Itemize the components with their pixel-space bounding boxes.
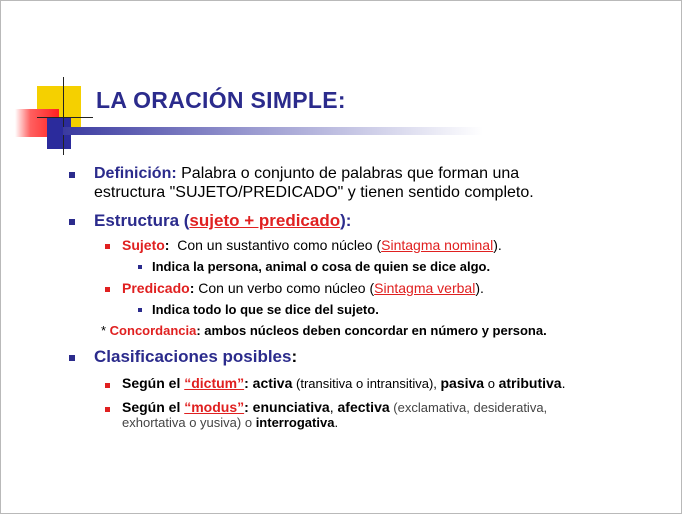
modus-period: . (334, 415, 339, 430)
concordancia-label: Concordancia (109, 323, 197, 338)
definicion-text-1: Palabra o conjunto de palabras que forman una (181, 165, 520, 182)
sujeto-sub-text: Indica la persona, animal o cosa de quien se dice algo. (152, 259, 491, 274)
predicado-text: Con un verbo como núcleo ( (194, 280, 375, 296)
predicado-line (122, 280, 484, 296)
bullet-clasificaciones (69, 355, 75, 361)
deco-horizontal-line (37, 117, 93, 118)
clasificaciones-label: Clasificaciones posibles (94, 347, 292, 366)
dictum-period: . (561, 375, 566, 391)
predicado-label: Predicado (122, 280, 190, 296)
definicion-line-2 (94, 184, 534, 202)
clasificaciones-colon: : (291, 347, 298, 366)
clasificaciones-line (94, 347, 297, 367)
modus-pre: Según el (122, 399, 185, 415)
slide-title: LA ORACIÓN SIMPLE: (96, 87, 346, 113)
dictum-pasiva: pasiva (440, 375, 485, 391)
sujeto-end: ). (493, 237, 502, 253)
bullet-definicion (69, 172, 75, 178)
sintagma-nominal-link[interactable]: Sintagma nominal (381, 237, 494, 253)
modus-enunciativa: enunciativa (248, 399, 330, 415)
modus-exhortativa: exhortativa o yusiva) o (122, 415, 256, 430)
predicado-sub-line (152, 302, 379, 317)
sintagma-verbal-link[interactable]: Sintagma verbal (374, 280, 476, 296)
definicion-text-2: estructura "SUJETO/PREDICADO" y tienen sentido completo. (94, 184, 534, 201)
modus-colon: : (244, 399, 249, 415)
title-underline (63, 127, 483, 135)
modus-interrogativa: interrogativa (255, 415, 335, 430)
bullet-sujeto-sub (138, 265, 142, 269)
dictum-activa: activa (248, 375, 293, 391)
concordancia-star: * (101, 323, 110, 338)
estructura-open: ( (179, 211, 190, 230)
estructura-label: Estructura (94, 211, 180, 230)
modus-line-1 (122, 399, 547, 415)
bullet-modus (105, 407, 110, 412)
estructura-close: ): (340, 211, 352, 230)
modus-comma: , (329, 399, 338, 415)
dictum-line (122, 375, 565, 391)
estructura-line (94, 211, 351, 231)
sujeto-line (122, 237, 502, 253)
bullet-sujeto (105, 244, 110, 249)
bullet-dictum (105, 383, 110, 388)
modus-link[interactable]: “modus” (184, 399, 245, 415)
bullet-predicado (105, 287, 110, 292)
dictum-atributiva: atributiva (498, 375, 562, 391)
deco-vertical-line (63, 77, 64, 155)
estructura-link[interactable]: sujeto + predicado (189, 211, 341, 230)
bullet-estructura (69, 219, 75, 225)
dictum-pre: Según el (122, 375, 185, 391)
predicado-sub-text: Indica todo lo que se dice del sujeto. (152, 302, 379, 317)
dictum-o: o (484, 376, 499, 391)
definicion-line-1 (94, 165, 519, 183)
dictum-transitiva: (transitiva o intransitiva), (292, 376, 441, 391)
dictum-colon: : (244, 375, 249, 391)
sujeto-text: Con un sustantivo como núcleo ( (169, 237, 382, 253)
dictum-link[interactable]: “dictum” (184, 375, 245, 391)
modus-line-2 (122, 415, 338, 430)
definicion-label: Definición: (94, 165, 177, 182)
predicado-colon: : (189, 280, 195, 296)
concordancia-line (101, 323, 547, 338)
bullet-predicado-sub (138, 308, 142, 312)
predicado-end: ). (475, 280, 484, 296)
modus-exclamativa: (exclamativa, desiderativa, (389, 400, 548, 415)
concordancia-text: : ambos núcleos deben concordar en número y persona. (196, 323, 547, 338)
sujeto-label: Sujeto (122, 237, 165, 253)
sujeto-colon: : (164, 237, 170, 253)
modus-afectiva: afectiva (337, 399, 390, 415)
sujeto-sub-line (152, 259, 490, 274)
